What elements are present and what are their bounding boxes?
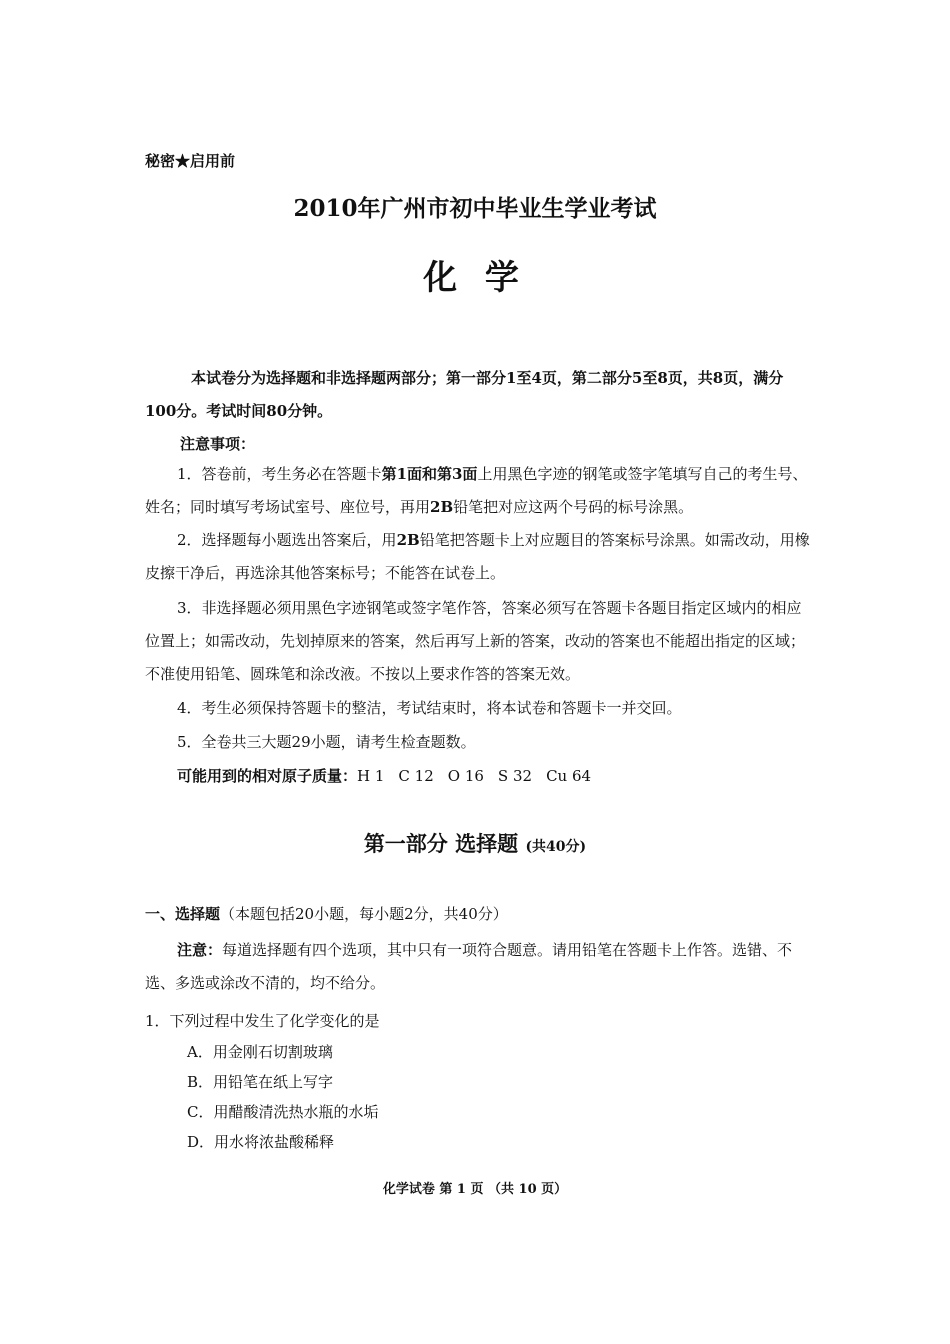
note-number: 4．: [177, 699, 202, 717]
note-text: 答卷前，考生务必在答题卡: [201, 465, 382, 483]
note-text: 考生必须保持答题卡的整洁，考试结束时，将本试卷和答题卡一并交回。: [201, 699, 682, 717]
note-item-3: [145, 592, 810, 691]
atomic-mass-label: 可能用到的相对原子质量：: [177, 767, 358, 785]
note-item-1: [145, 458, 810, 524]
atomic-mass-value: C 12: [398, 767, 434, 785]
note-number: 1．: [177, 465, 202, 483]
note-emphasis: 2B: [396, 531, 420, 549]
subject-title: 化 学: [423, 258, 527, 298]
note-number: 2．: [177, 531, 202, 549]
note-text: 上用黑色字迹的钢笔或签字笔填写自己的考生号、姓名；同时填写考场试室号、座位号，再用: [145, 465, 808, 516]
note-emphasis: 2B: [430, 498, 454, 516]
note-text: 全卷共三大题29小题，请考生检查题数。: [201, 733, 476, 751]
note-text: 铅笔把对应这两个号码的标号涂黑。: [453, 498, 694, 516]
note-number: 5．: [177, 733, 202, 751]
attention-text: 每道选择题有四个选项，其中只有一项符合题意。请用铅笔在答题卡上作答。选错、不选、多选或涂改不清的，均不给分。: [145, 941, 793, 992]
section-score: (共40分): [525, 839, 587, 855]
question-group-heading: [145, 898, 508, 931]
attention-paragraph: [145, 934, 810, 1000]
confidential-mark: 秘密★启用前: [145, 152, 236, 170]
note-item-4: [145, 692, 810, 725]
question-1-option-b: B．用铅笔在纸上写字: [187, 1073, 334, 1091]
question-1-option-d: D．用水将浓盐酸稀释: [187, 1133, 335, 1151]
page-footer: 化学试卷 第 1 页 （共 10 页）: [382, 1182, 568, 1197]
note-number: 3．: [177, 599, 202, 617]
question-group-desc: （本题包括20小题，每小题2分，共40分）: [220, 905, 508, 923]
notes-title: 注意事项：: [180, 435, 256, 453]
note-text: 非选择题必须用黑色字迹钢笔或签字笔作答，答案必须写在答题卡各题目指定区域内的相应位置上；如需改动，先划掉原来的答案，然后再写上新的答案，改动的答案也不能超出指定的区域；不准使用铅笔、圆珠笔和涂改液。不按以上要求作答的答案无效。: [145, 599, 806, 683]
note-text: 选择题每小题选出答案后，用: [201, 531, 397, 549]
note-item-5: [145, 726, 810, 759]
section-heading: [0, 828, 950, 858]
question-group-title: 一、选择题: [145, 905, 221, 923]
note-emphasis: 第1面和第3面: [381, 465, 478, 483]
note-item-2: [145, 524, 810, 590]
atomic-mass-value: Cu 64: [546, 767, 592, 785]
question-1-option-c: C．用醋酸清洗热水瓶的水垢: [187, 1103, 379, 1121]
attention-label: 注意：: [177, 941, 223, 959]
section-title: 第一部分 选择题: [363, 831, 519, 856]
atomic-mass-value: O 16: [447, 767, 484, 785]
atomic-mass-line: [177, 760, 605, 793]
question-1-option-a: A．用金刚石切割玻璃: [187, 1043, 333, 1061]
note-text: 铅笔把答题卡上对应题目的答案标号涂黑。如需改动，用橡皮擦干净后，再选涂其他答案标号；不能答在试卷上。: [145, 531, 810, 582]
exam-title: 2010年广州市初中毕业生学业考试: [293, 195, 657, 222]
atomic-mass-value: S 32: [497, 767, 533, 785]
question-1-stem: 1．下列过程中发生了化学变化的是: [145, 1012, 380, 1030]
intro-paragraph: 本试卷分为选择题和非选择题两部分；第一部分1至4页，第二部分5至8页，共8页，满分100分。考试时间80分钟。: [145, 369, 784, 420]
atomic-mass-value: H 1: [357, 767, 385, 785]
